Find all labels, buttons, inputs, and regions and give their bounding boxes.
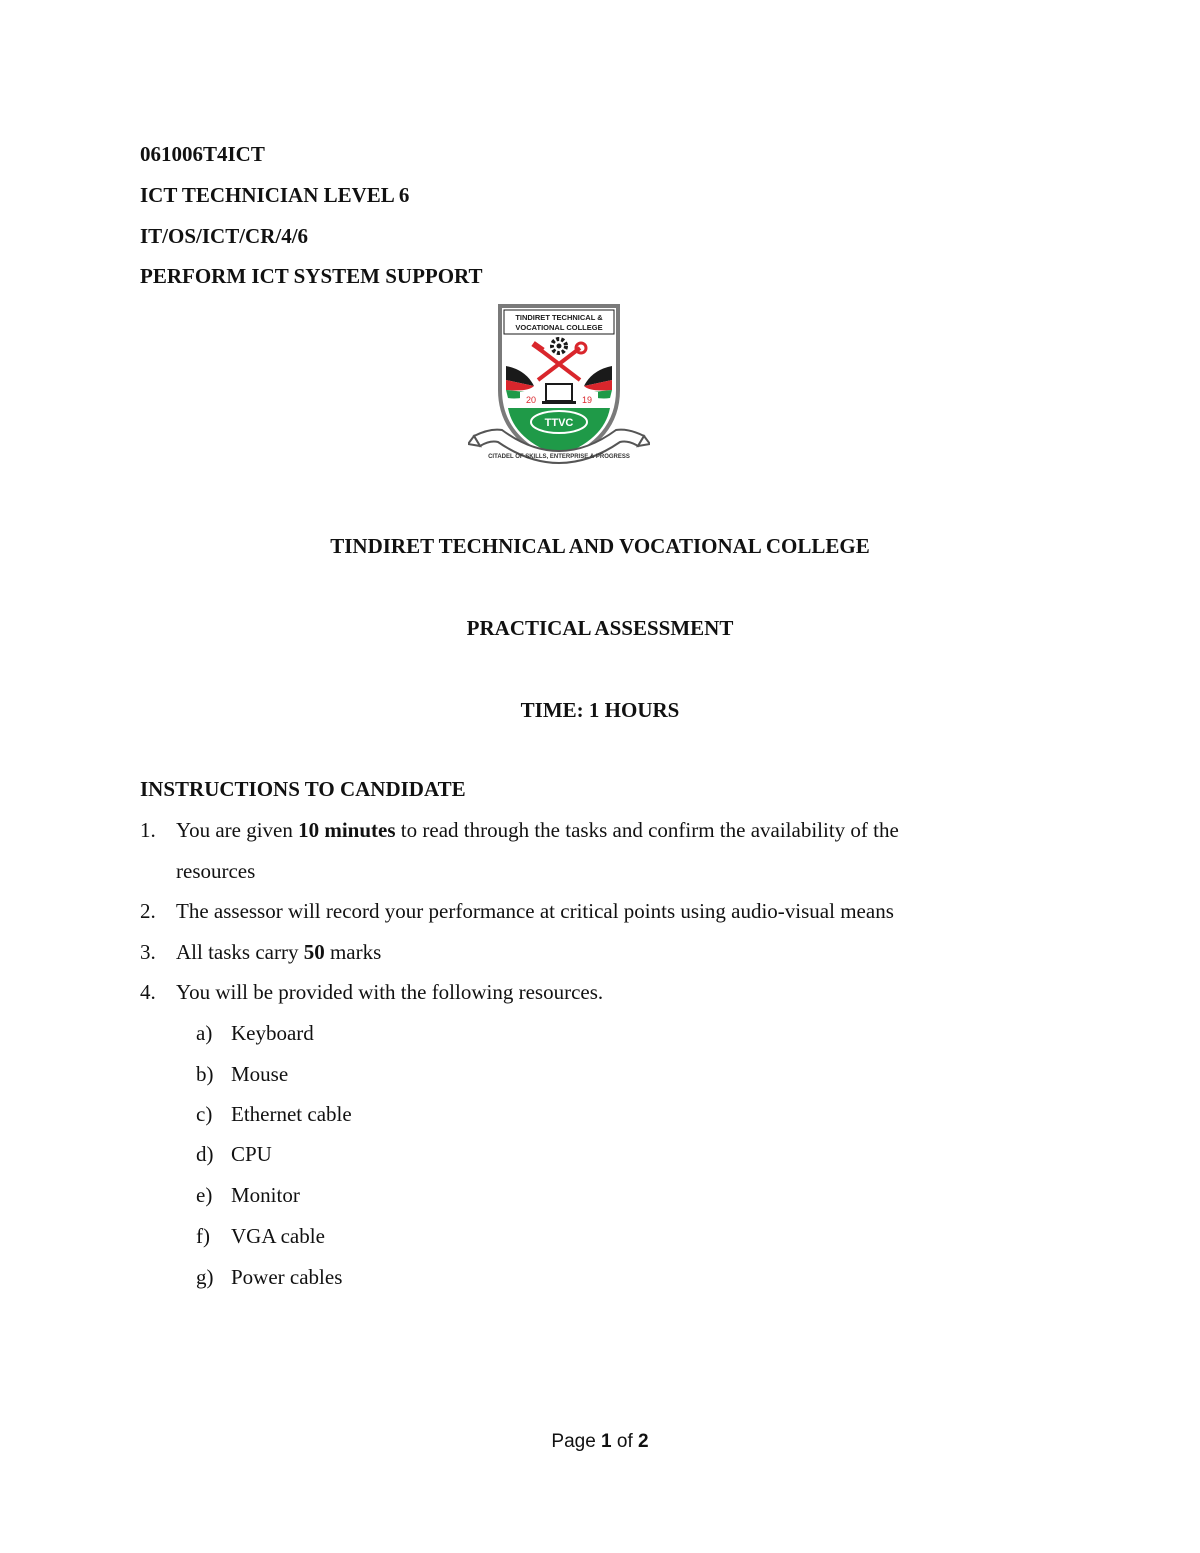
resource-text: Ethernet cable [231, 1102, 352, 1126]
instruction-text: All tasks carry [176, 940, 304, 964]
instruction-number: 3. [140, 940, 156, 964]
crest-abbreviation: TTVC [544, 417, 574, 429]
crest-banner-line2: VOCATIONAL COLLEGE [515, 323, 603, 332]
resource-letter: g) [196, 1265, 214, 1289]
college-crest-logo [468, 300, 650, 480]
resource-text: CPU [231, 1142, 272, 1166]
current-page: 1 [601, 1431, 612, 1452]
instruction-text: You are given [176, 818, 299, 842]
resource-text: Keyboard [231, 1021, 314, 1045]
resource-text: VGA cable [231, 1224, 325, 1248]
crest-banner-line1: TINDIRET TECHNICAL & [515, 313, 603, 322]
page-separator: of [611, 1431, 639, 1452]
time-allowed: TIME: 1 HOURS [520, 698, 680, 722]
assessment-type: PRACTICAL ASSESSMENT [466, 616, 734, 640]
unit-title: PERFORM ICT SYSTEM SUPPORT [140, 264, 483, 288]
resource-letter: b) [196, 1062, 214, 1086]
instruction-emphasis: 50 [303, 940, 325, 964]
instruction-text: marks [324, 940, 382, 964]
resource-letter: e) [196, 1183, 213, 1207]
instruction-text: resources [176, 859, 256, 883]
qualification-level: ICT TECHNICIAN LEVEL 6 [140, 183, 410, 207]
instruction-number: 2. [140, 899, 156, 923]
instruction-text: You will be provided with the following resources. [176, 980, 604, 1004]
resource-letter: a) [196, 1021, 213, 1045]
total-pages: 2 [638, 1431, 649, 1452]
instruction-text: The assessor will record your performance at critical points using audio-visual means [176, 899, 894, 923]
crest-year-left: 20 [525, 395, 537, 405]
resource-letter: c) [196, 1102, 213, 1126]
resource-text: Mouse [231, 1062, 289, 1086]
page-number-footer [0, 1432, 1200, 1451]
resource-letter: f) [196, 1224, 210, 1248]
instruction-number: 1. [140, 818, 156, 842]
page-prefix: Page [551, 1431, 602, 1452]
crest-motto: CITADEL OF SKILLS, ENTERPRISE & PROGRESS [488, 454, 630, 460]
instruction-emphasis: 10 minutes [298, 818, 396, 842]
exam-code: 061006T4ICT [140, 142, 265, 166]
instruction-number: 4. [140, 980, 156, 1004]
resource-letter: d) [196, 1142, 214, 1166]
resource-text: Power cables [231, 1265, 343, 1289]
unit-code: IT/OS/ICT/CR/4/6 [140, 224, 309, 248]
college-name: TINDIRET TECHNICAL AND VOCATIONAL COLLEGE [330, 534, 870, 558]
instruction-text: to read through the tasks and confirm the availability of the [395, 818, 899, 842]
resource-text: Monitor [231, 1183, 300, 1207]
crest-year-right: 19 [581, 395, 593, 405]
instructions-heading: INSTRUCTIONS TO CANDIDATE [140, 777, 466, 801]
